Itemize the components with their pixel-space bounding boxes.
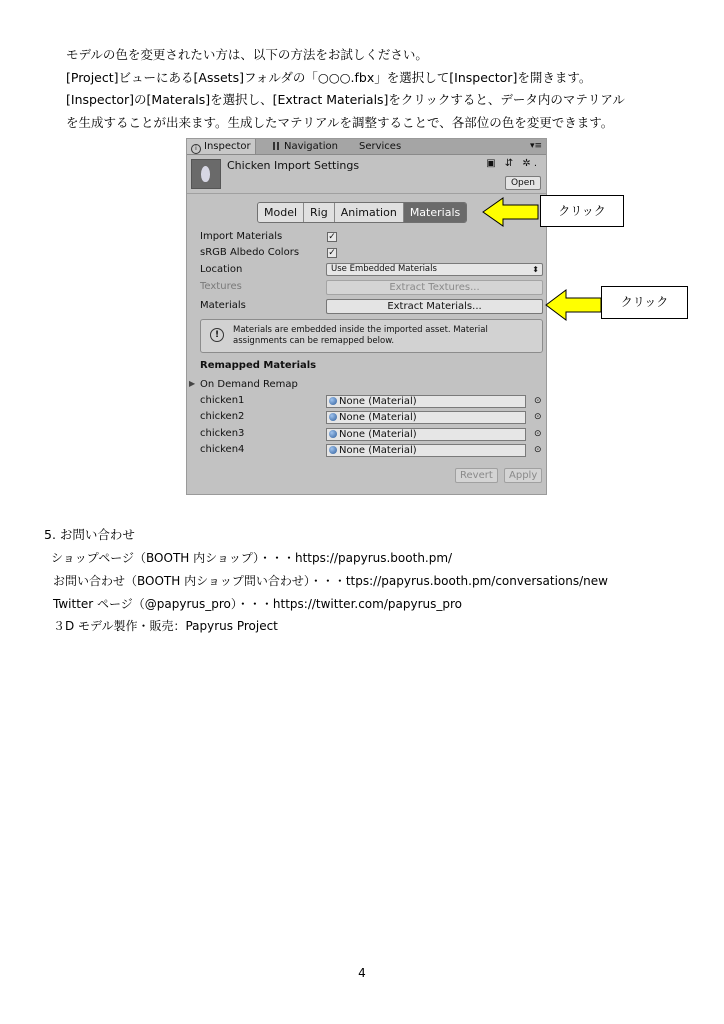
dropdown-arrow-icon: ⬍ bbox=[532, 265, 539, 274]
tab-services[interactable] bbox=[355, 139, 405, 154]
asset-thumbnail bbox=[191, 159, 221, 189]
location-label: Location bbox=[200, 264, 243, 275]
intro-line-4: を生成することが出来ます。生成したマテリアルを調整することで、各部位の色を変更できます。 bbox=[66, 114, 614, 130]
info-icon: i bbox=[191, 144, 201, 154]
header-icons[interactable]: ▣ ⇵ ✲. bbox=[486, 158, 540, 169]
asset-header bbox=[187, 155, 546, 194]
object-picker-icon[interactable]: ⊙ bbox=[534, 396, 542, 406]
material-sphere-icon bbox=[329, 446, 337, 454]
material-slot-label: chicken3 bbox=[200, 428, 245, 439]
contact-twitter: Twitter ページ（@papyrus_pro）・・・https://twitter.com/papyrus_pro bbox=[53, 597, 462, 611]
material-sphere-icon bbox=[329, 413, 337, 421]
material-field-value: None (Material) bbox=[339, 445, 417, 456]
material-sphere-icon bbox=[329, 430, 337, 438]
help-text: Materials are embedded inside the imported asset. Material assignments can be remapped below. bbox=[233, 325, 488, 346]
material-field-value: None (Material) bbox=[339, 396, 417, 407]
tab-inspector-label: Inspector bbox=[204, 141, 251, 152]
import-tabs bbox=[257, 202, 467, 223]
material-field-value: None (Material) bbox=[339, 412, 417, 423]
tab-navigation[interactable] bbox=[269, 139, 342, 154]
remapped-materials-title: Remapped Materials bbox=[200, 360, 317, 371]
navigation-icon bbox=[273, 142, 281, 150]
unity-inspector-screenshot bbox=[186, 138, 547, 495]
tab-inspector[interactable] bbox=[187, 139, 256, 154]
contact-title: 5. お問い合わせ bbox=[44, 527, 135, 542]
extract-materials-button[interactable]: Extract Materials... bbox=[326, 299, 543, 314]
contact-shop: ショップページ（BOOTH 内ショップ）・・・https://papyrus.booth.pm/ bbox=[51, 551, 453, 565]
open-button[interactable]: Open bbox=[505, 176, 541, 190]
material-slot-label: chicken2 bbox=[200, 411, 245, 422]
import-materials-label: Import Materials bbox=[200, 231, 283, 242]
apply-button[interactable]: Apply bbox=[504, 468, 542, 483]
intro-line-1: モデルの色を変更されたい方は、以下の方法をお試しください。 bbox=[66, 47, 428, 62]
material-field[interactable] bbox=[326, 428, 526, 441]
warning-icon: ! bbox=[210, 328, 224, 342]
extract-textures-button[interactable]: Extract Textures... bbox=[326, 280, 543, 295]
material-field[interactable] bbox=[326, 411, 526, 424]
material-sphere-icon bbox=[329, 397, 337, 405]
yellow-arrow-icon bbox=[544, 288, 604, 322]
material-field[interactable] bbox=[326, 444, 526, 457]
material-field[interactable] bbox=[326, 395, 526, 408]
material-slot-label: chicken1 bbox=[200, 395, 245, 406]
revert-button[interactable]: Revert bbox=[455, 468, 498, 483]
page-number: 4 bbox=[358, 966, 366, 980]
location-value: Use Embedded Materials bbox=[331, 264, 437, 274]
contact-inquiry: お問い合わせ（BOOTH 内ショップ問い合わせ）・・・ttps://papyrus.booth.pm/conversations/new bbox=[53, 574, 608, 588]
import-materials-checkbox[interactable]: ✓ bbox=[328, 232, 336, 242]
object-picker-icon[interactable]: ⊙ bbox=[534, 445, 542, 455]
click-callout: クリック bbox=[601, 286, 688, 319]
intro-line-3: [Inspector]の[Materals]を選択し、[Extract Materials]をクリックすると、データ内のマテリアル bbox=[66, 92, 625, 107]
intro-text bbox=[66, 44, 706, 134]
inspector-tabbar bbox=[187, 139, 546, 155]
tab-animation[interactable]: Animation bbox=[335, 203, 404, 222]
tab-materials[interactable]: Materials bbox=[404, 203, 466, 222]
srgb-label: sRGB Albedo Colors bbox=[200, 247, 300, 258]
material-slot-label: chicken4 bbox=[200, 444, 245, 455]
tab-menu-icon[interactable]: ▾≡ bbox=[529, 141, 542, 151]
tab-navigation-label: Navigation bbox=[284, 141, 338, 152]
help-box bbox=[200, 319, 543, 353]
location-dropdown[interactable] bbox=[326, 263, 543, 276]
foldout-arrow-icon[interactable]: ▶ bbox=[189, 379, 196, 388]
material-field-value: None (Material) bbox=[339, 429, 417, 440]
click-callout: クリック bbox=[540, 195, 624, 227]
srgb-checkbox[interactable]: ✓ bbox=[328, 248, 336, 258]
tab-services-label: Services bbox=[359, 141, 402, 152]
object-picker-icon[interactable]: ⊙ bbox=[534, 412, 542, 422]
materials-label: Materials bbox=[200, 300, 246, 311]
textures-label: Textures bbox=[200, 281, 242, 292]
yellow-arrow-icon bbox=[481, 196, 541, 228]
contact-producer: ３D モデル製作・販売：Papyrus Project bbox=[53, 619, 278, 633]
asset-title: Chicken Import Settings bbox=[227, 159, 360, 172]
tab-model[interactable]: Model bbox=[258, 203, 304, 222]
intro-line-2: [Project]ビューにある[Assets]フォルダの「○○○.fbx」を選択して[Inspector]を開きます。 bbox=[66, 69, 592, 85]
tab-rig[interactable]: Rig bbox=[304, 203, 335, 222]
on-demand-remap-label[interactable]: On Demand Remap bbox=[200, 379, 298, 390]
object-picker-icon[interactable]: ⊙ bbox=[534, 429, 542, 439]
